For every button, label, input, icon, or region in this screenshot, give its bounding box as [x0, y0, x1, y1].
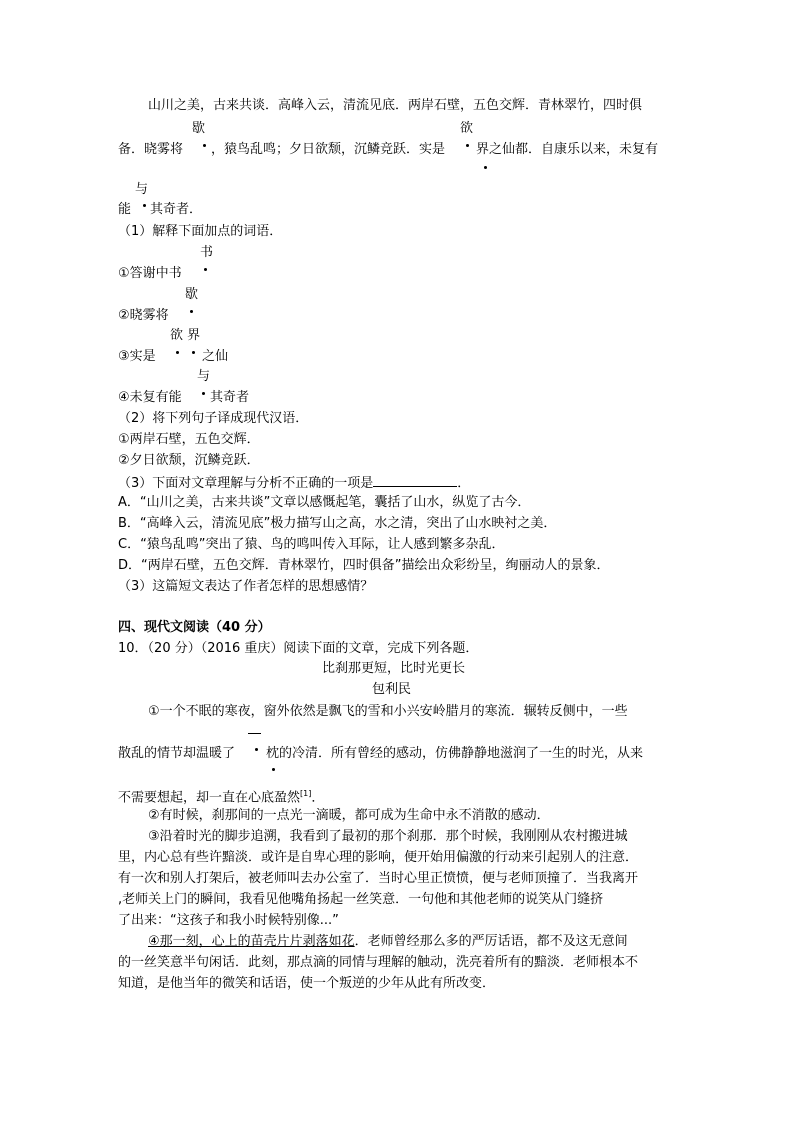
underlined-sentence: ④那一刻，心上的苗壳片片剥落如花	[148, 934, 355, 949]
passage-line-3a: 能	[118, 202, 132, 217]
emphasis-dot	[203, 144, 206, 147]
annotation-yujie: 欲 界	[170, 328, 201, 343]
paragraph-2: ②有时候，刹那间的一点光一滴暖，都可成为生命中永不消散的感动．	[148, 808, 550, 823]
emphasis-dot	[204, 268, 207, 271]
annotation-shu: 书	[200, 245, 214, 260]
dash-mark	[248, 733, 261, 734]
paragraph-4-line-2: 的一丝笑意半句闲话．此刻，那点滴的同情与理解的触动，洗亮着所有的黯淡．老师根本不	[118, 955, 639, 970]
paragraph-1-line-1: ①一个不眠的寒夜，窗外依然是飘飞的雪和小兴安岭腊月的寒流．辗转反侧中，一些	[148, 704, 628, 719]
passage-line-3b: 其奇者．	[150, 202, 203, 217]
paragraph-4-line-3: 知道，是他当年的微笑和话语，使一个叛逆的少年从此有所改变．	[118, 976, 496, 991]
answer-blank	[373, 474, 457, 487]
emphasis-dot	[466, 144, 469, 147]
option-a: A．“山川之美，古来共谈”文章以感慨起笔，囊括了山水，纵览了古今．	[118, 495, 531, 510]
emphasis-dot	[484, 166, 487, 169]
annotation-yu3: 与	[135, 182, 149, 197]
annotation-xie: 歇	[192, 121, 206, 136]
passage-line-2c: 界之仙都．自康乐以来，未复有	[476, 142, 659, 157]
passage-line-1: 山川之美，古来共谈．高峰入云，清流见底．两岸石壁，五色交辉．青林翠竹，四时俱	[148, 98, 643, 113]
question-1: （1）解释下面加点的词语．	[118, 224, 283, 239]
item-1: ①答谢中书	[118, 266, 182, 281]
paragraph-1-line-3-text: 不需要想起，却一直在心底盈然	[118, 790, 301, 806]
section-heading: 四、现代文阅读（40 分）	[118, 620, 271, 635]
question-4: （3）这篇短文表达了作者怎样的思想感情？	[118, 579, 374, 594]
question-3-text: （3）下面对文章理解与分析不正确的一项是	[118, 476, 374, 491]
emphasis-dot	[192, 351, 195, 354]
paragraph-3-line-1: ③沿着时光的脚步追溯，我看到了最初的那个刹那．那个时候，我刚刚从农村搬进城	[148, 829, 628, 844]
paragraph-1-line-2a: 散乱的情节却温暖了	[118, 746, 236, 761]
item-2: ②晓雾将	[118, 308, 169, 323]
option-c: C．“猿鸟乱鸣”突出了猿、鸟的鸣叫传入耳际，让人感到繁多杂乱．	[118, 537, 505, 552]
annotation-xie-2: 歇	[185, 287, 199, 302]
paragraph-1-line-3-end: ．	[311, 790, 325, 806]
paragraph-1-line-2b: 枕的冷清．所有曾经的感动，仿佛静静地滋润了一生的时光，从来	[266, 746, 644, 761]
footnote-marker: [1]	[300, 789, 312, 798]
passage-line-2b: ，猿鸟乱鸣；夕日欲颓，沉鳞竞跃．实是	[211, 142, 446, 157]
option-d: D．“两岸石壁，五色交辉．青林翠竹，四时俱备”描绘出众彩纷呈，绚丽动人的景象．	[118, 558, 610, 573]
emphasis-dot	[176, 351, 179, 354]
question-3-end: ．	[457, 476, 471, 491]
annotation-yu-4: 与	[197, 369, 211, 384]
emphasis-dot	[190, 310, 193, 313]
option-b: B．“高峰入云，清流见底”极力描写山之高，水之清，突出了山水映衬之美．	[118, 516, 557, 531]
emphasis-dot	[272, 768, 275, 771]
emphasis-dot	[255, 748, 258, 751]
paragraph-3-line-4: ,老师关上门的瞬间，我看见他嘴角扬起一丝笑意．一句他和其他老师的说笑从门缝挤	[118, 892, 604, 907]
passage-line-2a: 备．晓雾将	[118, 142, 184, 157]
item-3a: ③实是	[118, 349, 156, 364]
article-title: 比刹那更短，比时光更长	[322, 661, 466, 676]
annotation-yu: 欲	[460, 121, 474, 136]
paragraph-3-line-3: 有一次和别人打架后，被老师叫去办公室了．当时心里正愤愤，便与老师顶撞了．当我离开	[118, 871, 639, 886]
emphasis-dot	[202, 392, 205, 395]
paragraph-3-line-2: 里，内心总有些许黯淡．或许是自卑心理的影响，便开始用偏激的行动来引起别人的注意．	[118, 850, 639, 865]
item-4b: 其奇者	[210, 390, 250, 405]
item-4a: ④未复有能	[118, 390, 182, 405]
sentence-2: ②夕日欲颓，沉鳞竞跃．	[118, 453, 260, 468]
paragraph-4-line-1	[148, 934, 628, 950]
paragraph-1-line-3	[118, 786, 324, 806]
emphasis-dot	[143, 204, 146, 207]
item-3b: 之仙	[202, 349, 229, 364]
paragraph-3-line-5: 了出来：“这孩子和我小时候特别像...”	[118, 913, 339, 928]
paragraph-4-line-1-rest: ．老师曾经那么多的严厉话语，都不及这无意间	[354, 934, 628, 949]
question-10: 10．（20 分）（2016 重庆）阅读下面的文章，完成下列各题．	[118, 641, 479, 656]
question-2: （2）将下列句子译成现代汉语．	[118, 411, 309, 426]
article-author: 包利民	[372, 682, 412, 697]
sentence-1: ①两岸石壁，五色交辉．	[118, 432, 260, 447]
question-3	[118, 474, 470, 492]
